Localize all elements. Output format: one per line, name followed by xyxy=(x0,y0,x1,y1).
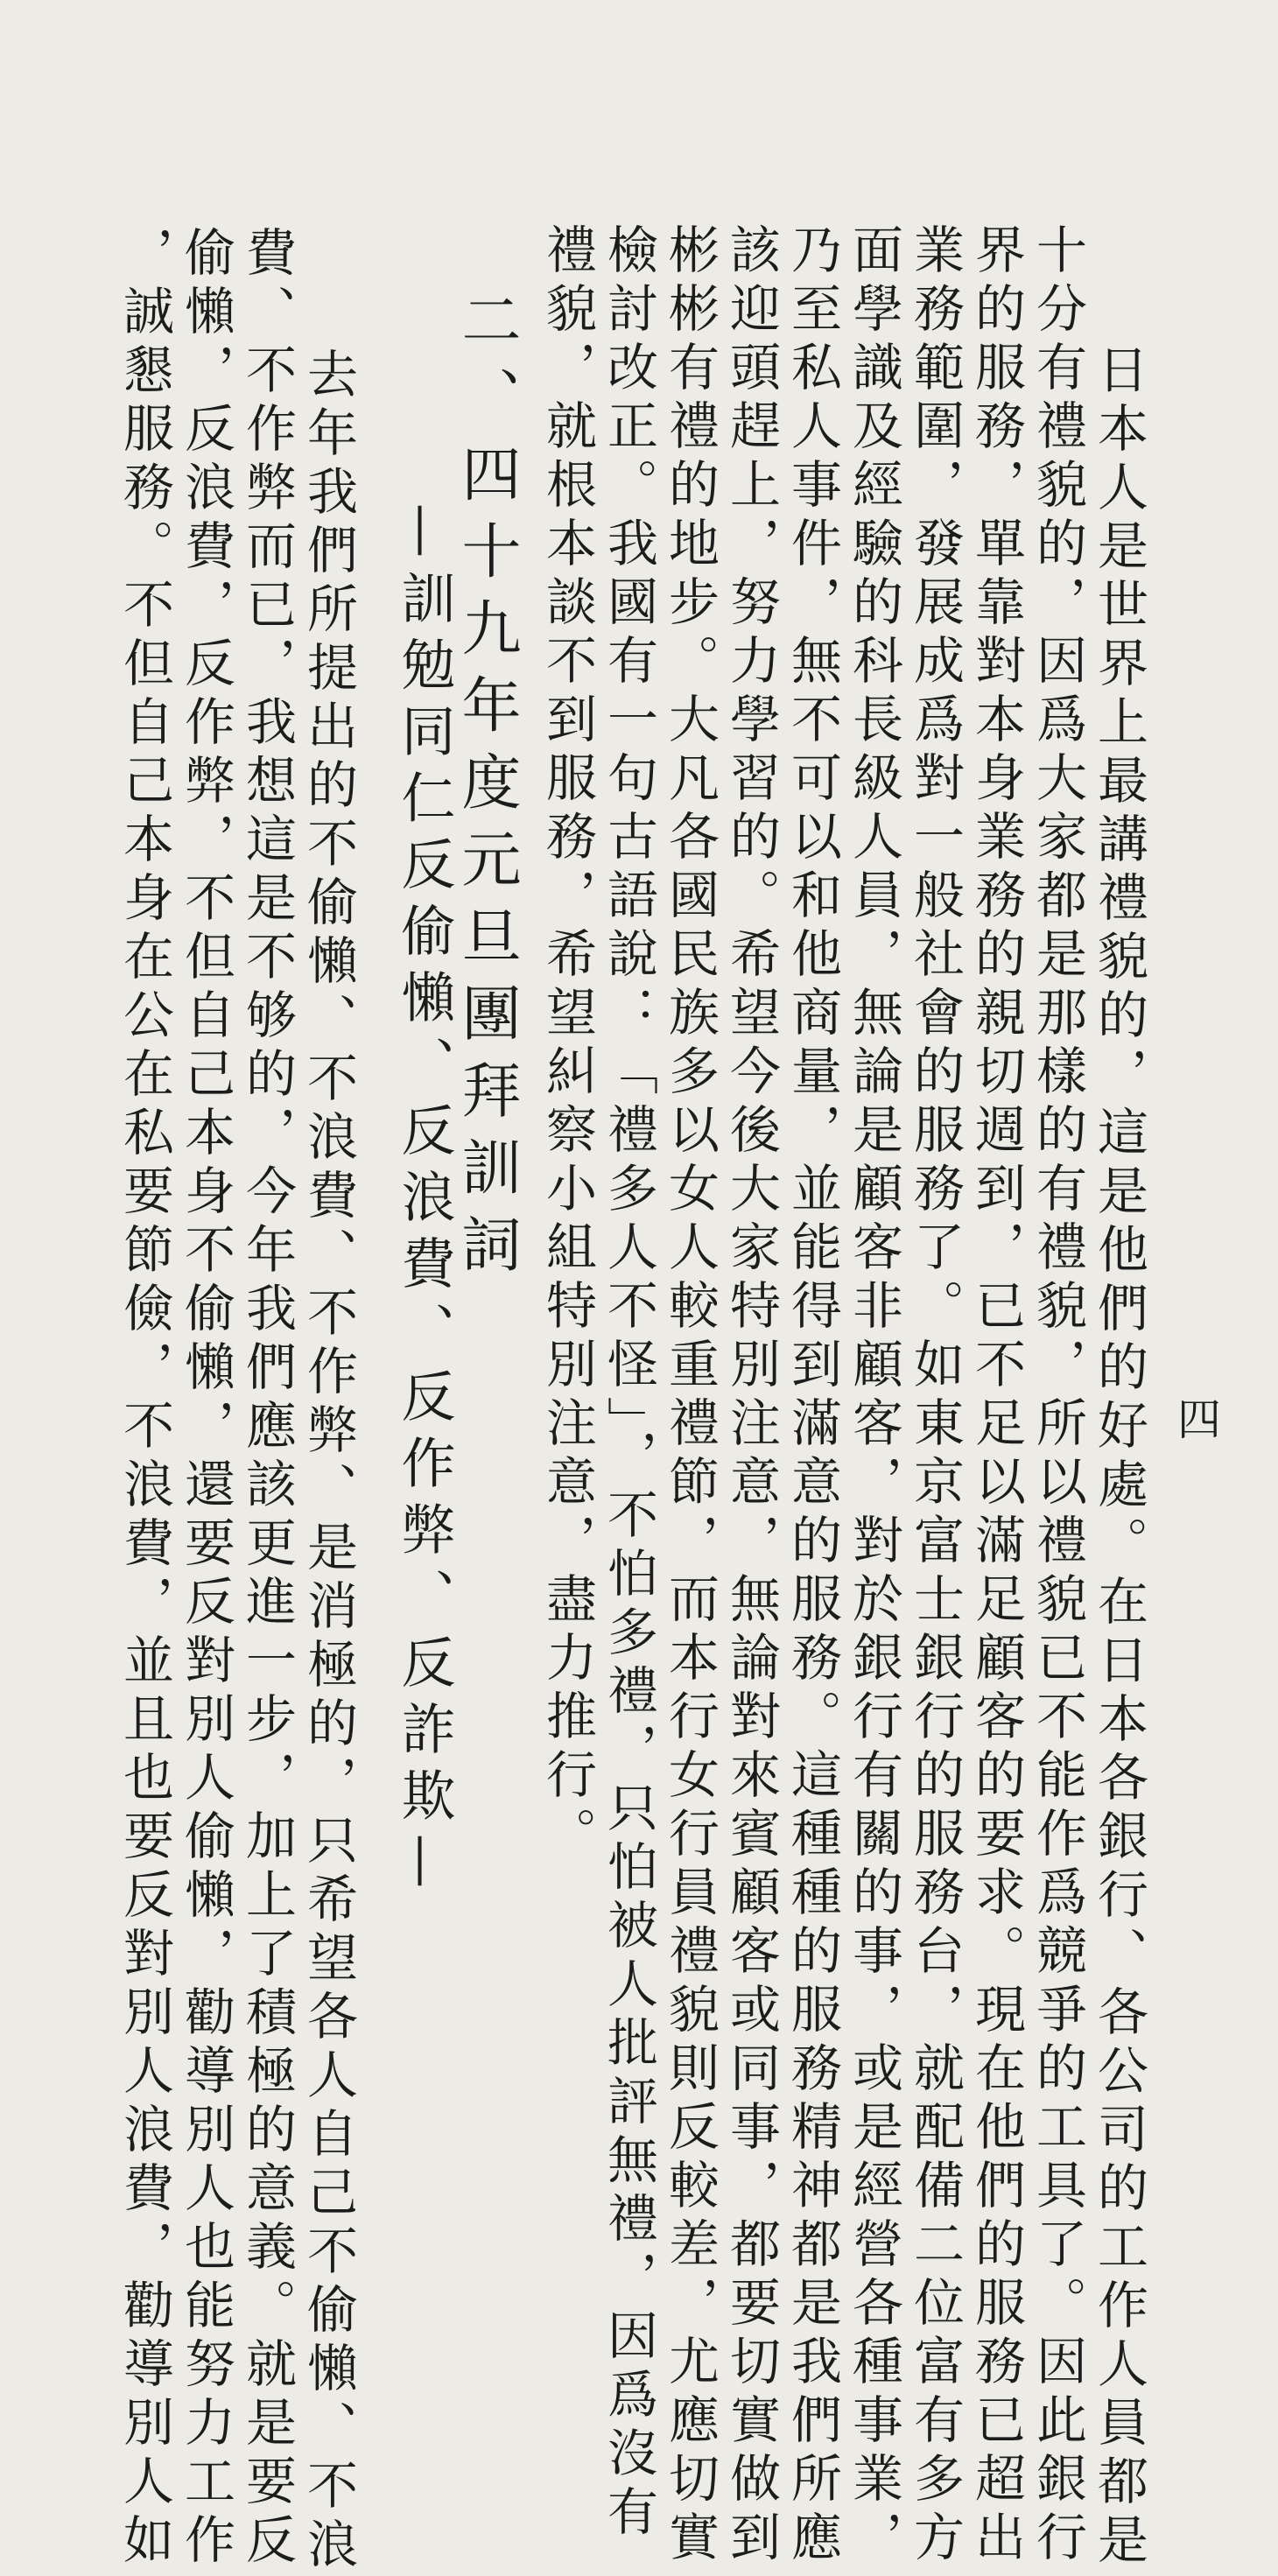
text-column: 該迎頭趕上，努力學習的。希望今後大家特別注意，無論對來賓顧客或同事，都要切實做到 xyxy=(721,223,781,2569)
text-column: 業務範圍，發展成爲對一般社會的服務了。如東京富士銀行的服務台，就配備二位富有多方 xyxy=(905,223,965,2569)
text-column: 檢討改正。我國有一句古語說：「禮多人不怪」，不怕多禮，只怕被人批評無禮，因爲沒有 xyxy=(599,223,658,2544)
text-column: 禮貌，就根本談不到服務，希望糾察小組特別注意，盡力推行。 xyxy=(537,223,597,1865)
text-column: ，誠懇服務。不但自己本身在公在私要節儉，不浪費，並且也要反對別人浪費，勸導別人如 xyxy=(115,226,174,2572)
text-column: 去年我們所提出的不偷懶、不浪費、不作弊、是消極的，只希望各人自己不偷懶、不浪 xyxy=(298,289,358,2576)
text-column: 面學識及經驗的科長級人員，無論是顧客非顧客，對於銀行有關的事，或是經營各種事業， xyxy=(844,223,903,2569)
text-column: 費、不作弊而已，我想這是不够的，今年我們應該更進一步，加上了積極的意義。就是要反 xyxy=(237,226,297,2572)
text-column: 十分有禮貌的，因爲大家都是那樣的有禮貌，所以禮貌已不能作爲競爭的工具了。因此銀行 xyxy=(1028,223,1087,2569)
section-subheading: —訓勉同仁反偷懶、反浪費、反作弊、反詐欺— xyxy=(392,503,456,1900)
text-column: 彬彬有禮的地步。大凡各國民族多以女人較重禮節，而本行女行員禮貌則反較差，尤應切實 xyxy=(660,223,720,2569)
text-column: 偷懶，反浪費，反作弊，不但自己本身不偷懶，還要反對別人偷懶，勸導別人也能努力工作 xyxy=(176,226,235,2572)
text-column: 界的服務，單靠對本身業務的親切週到，已不足以滿足顧客的要求。現在他們的服務已超出 xyxy=(966,223,1026,2569)
text-column: 日本人是世界上最講禮貌的，這是他們的好處。在日本各銀行、各公司的工作人員都是 xyxy=(1089,284,1148,2572)
section-heading: 二、四十九年度元旦團拜訓詞 xyxy=(452,289,521,1290)
text-column: 乃至私人事件，無不可以和他商量，並能得到滿意的服務。這種種的服務精神都是我們所應 xyxy=(783,223,842,2569)
page-number: 四 xyxy=(1170,1396,1221,1440)
